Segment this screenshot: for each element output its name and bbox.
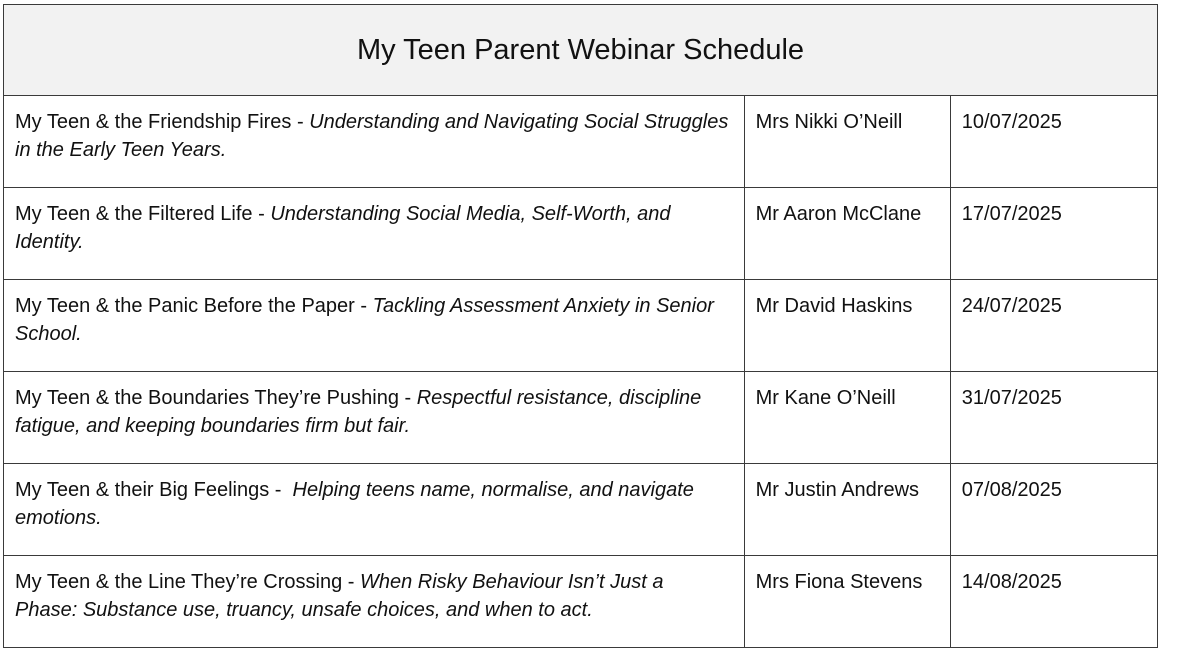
session-description: Understanding Social Media, Self-Worth, and Identity.	[15, 203, 671, 253]
presenter-cell: Mr Aaron McClane	[744, 188, 950, 280]
table-row	[4, 280, 1158, 372]
date-cell: 31/07/2025	[950, 372, 1157, 464]
title-row	[4, 5, 1158, 96]
presenter-cell: Mr Justin Andrews	[744, 464, 950, 556]
table-row	[4, 372, 1158, 464]
session-topic: My Teen & the Friendship Fires -	[15, 111, 310, 133]
schedule-title: My Teen Parent Webinar Schedule	[4, 5, 1158, 96]
table-row	[4, 96, 1158, 188]
date-cell: 17/07/2025	[950, 188, 1157, 280]
presenter-cell: Mr David Haskins	[744, 280, 950, 372]
session-description: Respectful resistance, discipline fatigue, and keeping boundaries firm but fair.	[15, 387, 702, 437]
session-topic: My Teen & the Panic Before the Paper -	[15, 295, 373, 317]
presenter-cell: Mrs Nikki O’Neill	[744, 96, 950, 188]
session-cell	[4, 280, 745, 372]
session-cell	[4, 464, 745, 556]
session-description: Helping teens name, normalise, and navigate emotions.	[15, 479, 694, 529]
session-topic: My Teen & the Filtered Life -	[15, 203, 271, 225]
session-topic: My Teen & their Big Feelings -	[15, 479, 293, 501]
presenter-cell: Mr Kane O’Neill	[744, 372, 950, 464]
webinar-schedule-table	[3, 4, 1158, 648]
session-description: Understanding and Navigating Social Struggles in the Early Teen Years.	[15, 111, 729, 161]
session-cell	[4, 96, 745, 188]
session-cell	[4, 188, 745, 280]
session-topic: My Teen & the Line They’re Crossing -	[15, 571, 360, 593]
table-row	[4, 188, 1158, 280]
date-cell: 14/08/2025	[950, 556, 1157, 648]
presenter-cell: Mrs Fiona Stevens	[744, 556, 950, 648]
table-row	[4, 464, 1158, 556]
session-cell	[4, 556, 745, 648]
session-cell	[4, 372, 745, 464]
table-row	[4, 556, 1158, 648]
date-cell: 24/07/2025	[950, 280, 1157, 372]
session-topic: My Teen & the Boundaries They’re Pushing -	[15, 387, 417, 409]
session-description: When Risky Behaviour Isn’t Just a Phase: Substance use, truancy, unsafe choices, and when to act.	[15, 571, 664, 621]
date-cell: 10/07/2025	[950, 96, 1157, 188]
date-cell: 07/08/2025	[950, 464, 1157, 556]
session-description: Tackling Assessment Anxiety in Senior School.	[15, 295, 714, 345]
